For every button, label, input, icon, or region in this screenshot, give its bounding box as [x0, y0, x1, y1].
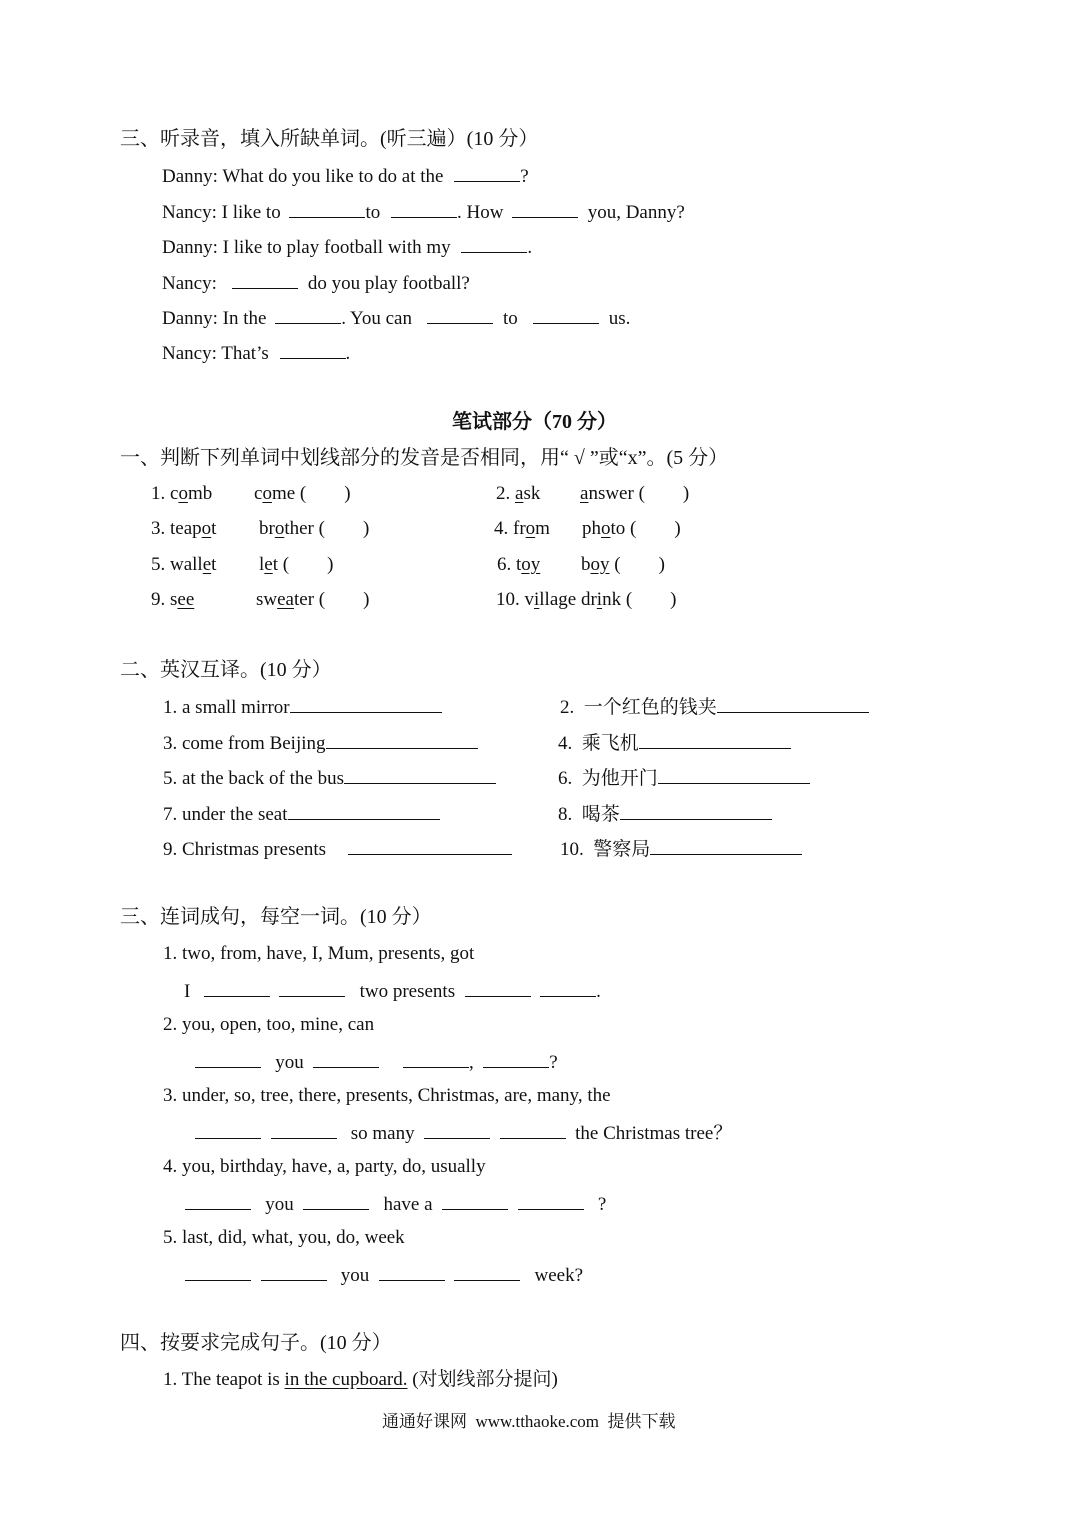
- item-text: 10. 警察局: [560, 839, 651, 860]
- answer-blank[interactable]: [717, 694, 869, 713]
- item-text: 6. 为他开门: [558, 768, 658, 789]
- underlined-phrase: in the cupboard.: [284, 1369, 408, 1390]
- answer-parentheses[interactable]: ( ): [299, 483, 351, 504]
- answer-parentheses[interactable]: ( ): [630, 518, 681, 539]
- word-part: sk: [523, 483, 541, 504]
- underlined-letters: o: [601, 518, 611, 539]
- word-part: 3. teap: [151, 518, 202, 539]
- word-part: ph: [582, 518, 601, 539]
- phonics-q9-word2: [256, 588, 369, 612]
- sentence-q2-answer: [195, 1049, 558, 1075]
- answer-blank[interactable]: [275, 305, 341, 324]
- dialog-text: Nancy: I like to: [162, 202, 281, 223]
- dialog-text: Danny: I like to play football with my: [162, 237, 451, 258]
- answer-word: ?: [597, 1194, 607, 1215]
- dialog-line-2: [162, 199, 685, 225]
- dialog-text: Nancy:: [162, 273, 217, 294]
- sentence-q5-words: 5. last, did, what, you, do, week: [163, 1227, 405, 1248]
- underlined-letters: i: [534, 589, 540, 610]
- dialog-text: you, Danny?: [587, 202, 685, 223]
- answer-blank[interactable]: [650, 836, 802, 855]
- written-part-heading: 笔试部分（70 分）: [452, 411, 617, 433]
- underlined-letters: o: [262, 483, 272, 504]
- phonics-q6-word2: [581, 553, 665, 577]
- transform-title: 四、按要求完成句子。(10 分）: [120, 1332, 392, 1354]
- answer-blank[interactable]: [454, 163, 520, 182]
- underlined-letters: o: [274, 518, 285, 539]
- word-part: b: [581, 554, 591, 575]
- dialog-text: Nancy: That’s: [162, 343, 269, 364]
- dialog-text: to: [502, 308, 518, 329]
- phonics-q10: [496, 588, 676, 612]
- answer-blank[interactable]: [424, 1120, 490, 1139]
- answer-blank[interactable]: [658, 765, 810, 784]
- item-text: 9. Christmas presents: [163, 839, 327, 860]
- dialog-line-1: [162, 163, 529, 189]
- sentence-q2-words: 2. you, open, too, mine, can: [163, 1014, 375, 1035]
- answer-blank[interactable]: [348, 836, 512, 855]
- transform-q1: [163, 1368, 558, 1392]
- word-part: sw: [256, 589, 278, 610]
- underlined-letters: i: [596, 589, 603, 610]
- dialog-text: do you play football?: [307, 273, 470, 294]
- word-part: t: [211, 554, 217, 575]
- translate-item-2: [560, 694, 869, 720]
- answer-blank[interactable]: [204, 978, 270, 997]
- answer-word: ?: [549, 1052, 558, 1073]
- phonics-q3-word1: [151, 517, 216, 541]
- footer-source: 通通好课网 www.tthaoke.com 提供下载: [382, 1412, 676, 1431]
- phonics-q3-word2: [259, 517, 369, 541]
- dialog-line-3: [162, 234, 532, 260]
- word-part: 1. c: [151, 483, 179, 504]
- answer-blank[interactable]: [288, 801, 440, 820]
- word-part: t: [272, 554, 278, 575]
- word-part: 9. s: [151, 589, 178, 610]
- phonics-q6-word1: [497, 553, 540, 577]
- sentence-q1-answer: [184, 978, 601, 1004]
- answer-blank[interactable]: [483, 1049, 549, 1068]
- word-part: br: [259, 518, 275, 539]
- answer-blank[interactable]: [639, 730, 791, 749]
- answer-blank[interactable]: [185, 1191, 251, 1210]
- answer-blank[interactable]: [427, 305, 493, 324]
- translate-item-9: [163, 836, 512, 862]
- answer-parentheses[interactable]: ( ): [625, 589, 677, 610]
- underlined-letters: a: [580, 483, 589, 504]
- dialog-text: Danny: What do you like to do at the: [162, 166, 444, 187]
- answer-blank[interactable]: [326, 730, 478, 749]
- item-text: 1. a small mirror: [163, 697, 290, 718]
- dialog-text: .: [527, 237, 533, 258]
- word-part: nswer: [588, 483, 634, 504]
- item-text: 8. 喝茶: [558, 804, 620, 825]
- answer-blank[interactable]: [289, 199, 365, 218]
- word-part: 2.: [496, 483, 515, 504]
- word-part: c: [254, 483, 263, 504]
- underlined-letters: o: [178, 483, 188, 504]
- word-part: 4. fr: [494, 518, 526, 539]
- translate-item-10: [560, 836, 802, 862]
- underlined-letters: a: [515, 483, 524, 504]
- translate-item-7: [163, 801, 440, 827]
- answer-blank[interactable]: [271, 1120, 337, 1139]
- sentences-title: 三、连词成句，每空一词。(10 分）: [120, 906, 432, 928]
- underlined-letters: e: [202, 554, 212, 575]
- answer-word: the Christmas tree？: [575, 1123, 733, 1144]
- word-part: 6. t: [497, 554, 522, 575]
- answer-blank[interactable]: [540, 978, 596, 997]
- underlined-letters: ea: [277, 589, 294, 610]
- sentence-q3-words: 3. under, so, tree, there, presents, Christmas, are, many, the: [163, 1085, 611, 1106]
- item-text: 5. at the back of the bus: [163, 768, 344, 789]
- phonics-q2-word2: [580, 482, 689, 506]
- answer-blank[interactable]: [533, 305, 599, 324]
- translate-item-4: [558, 730, 791, 756]
- phonics-q5-word1: [151, 553, 216, 577]
- answer-word: you: [275, 1052, 304, 1073]
- phonics-q1-word2: [254, 482, 351, 506]
- answer-blank[interactable]: [512, 199, 578, 218]
- dialog-text: . How: [457, 202, 504, 223]
- answer-parentheses[interactable]: ( ): [318, 518, 370, 539]
- word-part: me: [271, 483, 296, 504]
- word-part: l: [259, 554, 265, 575]
- item-text: 3. come from Beijing: [163, 733, 326, 754]
- answer-word: two presents: [359, 981, 456, 1002]
- word-part: mb: [187, 483, 213, 504]
- underlined-letters: o: [525, 518, 536, 539]
- answer-word: you: [340, 1265, 370, 1286]
- item-text: 4. 乘飞机: [558, 733, 639, 754]
- translate-item-5: [163, 765, 496, 791]
- phonics-q4-word1: [494, 517, 550, 541]
- item-text: 7. under the seat: [163, 804, 288, 825]
- answer-blank[interactable]: [232, 270, 298, 289]
- underlined-letters: oy: [521, 554, 541, 575]
- word-part: nk: [602, 589, 622, 610]
- answer-word: ,: [469, 1052, 474, 1073]
- translate-title: 二、英汉互译。(10 分）: [120, 659, 332, 681]
- underlined-letters: ee: [177, 589, 195, 610]
- answer-blank[interactable]: [461, 234, 527, 253]
- answer-blank[interactable]: [403, 1049, 469, 1068]
- question-text: (对划线部分提问): [407, 1369, 558, 1390]
- answer-blank[interactable]: [261, 1262, 327, 1281]
- sentence-q4-answer: [185, 1191, 606, 1217]
- underlined-letters: o: [201, 518, 212, 539]
- answer-word: so many: [350, 1123, 415, 1144]
- answer-blank[interactable]: [391, 199, 457, 218]
- answer-word: have a: [383, 1194, 433, 1215]
- answer-blank[interactable]: [344, 765, 496, 784]
- answer-blank[interactable]: [279, 978, 345, 997]
- sentence-q4-words: 4. you, birthday, have, a, party, do, usually: [163, 1156, 486, 1177]
- answer-word: I: [184, 981, 191, 1002]
- dialog-text: us.: [608, 308, 631, 329]
- answer-blank[interactable]: [500, 1120, 566, 1139]
- word-part: to: [610, 518, 626, 539]
- answer-blank[interactable]: [518, 1191, 584, 1210]
- sentence-q1-words: 1. two, from, have, I, Mum, presents, got: [163, 943, 475, 964]
- dialog-text: to: [365, 202, 381, 223]
- listening-title: 三、听录音，填入所缺单词。(听三遍）(10 分）: [120, 128, 539, 150]
- answer-blank[interactable]: [313, 1049, 379, 1068]
- answer-blank[interactable]: [185, 1262, 251, 1281]
- answer-parentheses[interactable]: ( ): [614, 554, 665, 575]
- dialog-line-4: [162, 270, 470, 296]
- phonics-q5-word2: [259, 553, 333, 577]
- answer-blank[interactable]: [620, 801, 772, 820]
- translate-item-3: [163, 730, 478, 756]
- sentence-q3-answer: [195, 1120, 732, 1146]
- phonics-q2-word1: [496, 482, 540, 506]
- answer-blank[interactable]: [195, 1120, 261, 1139]
- word-part: llage dr: [539, 589, 597, 610]
- underlined-letters: e: [264, 554, 273, 575]
- phonics-title: 一、判断下列单词中划线部分的发音是否相同，用“ √ ”或“x”。(5 分）: [120, 447, 729, 469]
- answer-blank[interactable]: [379, 1262, 445, 1281]
- answer-blank[interactable]: [195, 1049, 261, 1068]
- phonics-q9-word1: [151, 588, 194, 612]
- underlined-letters: oy: [590, 554, 610, 575]
- answer-blank[interactable]: [290, 694, 442, 713]
- answer-parentheses[interactable]: ( ): [638, 483, 690, 504]
- translate-item-6: [558, 765, 810, 791]
- answer-parentheses[interactable]: ( ): [318, 589, 370, 610]
- answer-word: week?: [534, 1265, 584, 1286]
- dialog-line-6: [162, 340, 350, 366]
- answer-word: you: [265, 1194, 294, 1215]
- dialog-text: Danny: In the: [162, 308, 267, 329]
- translate-item-1: [163, 694, 442, 720]
- answer-blank[interactable]: [280, 340, 346, 359]
- translate-item-8: [558, 801, 772, 827]
- dialog-text: ?: [520, 166, 529, 187]
- dialog-line-5: [162, 305, 630, 331]
- item-text: 2. 一个红色的钱夹: [560, 697, 717, 718]
- answer-blank[interactable]: [442, 1191, 508, 1210]
- word-part: 10. v: [496, 589, 534, 610]
- phonics-q1-word1: [151, 482, 212, 506]
- dialog-text: . You can: [341, 308, 412, 329]
- word-part: ther: [284, 518, 314, 539]
- answer-blank[interactable]: [465, 978, 531, 997]
- question-text: 1. The teapot is: [163, 1369, 285, 1390]
- phonics-q4-word2: [582, 517, 681, 541]
- sentence-q5-answer: [185, 1262, 583, 1288]
- answer-word: .: [596, 981, 601, 1002]
- answer-blank[interactable]: [454, 1262, 520, 1281]
- word-part: m: [535, 518, 550, 539]
- word-part: 5. wall: [151, 554, 203, 575]
- answer-parentheses[interactable]: ( ): [282, 554, 334, 575]
- word-part: ter: [294, 589, 315, 610]
- word-part: t: [211, 518, 217, 539]
- dialog-text: .: [345, 343, 351, 364]
- answer-blank[interactable]: [303, 1191, 369, 1210]
